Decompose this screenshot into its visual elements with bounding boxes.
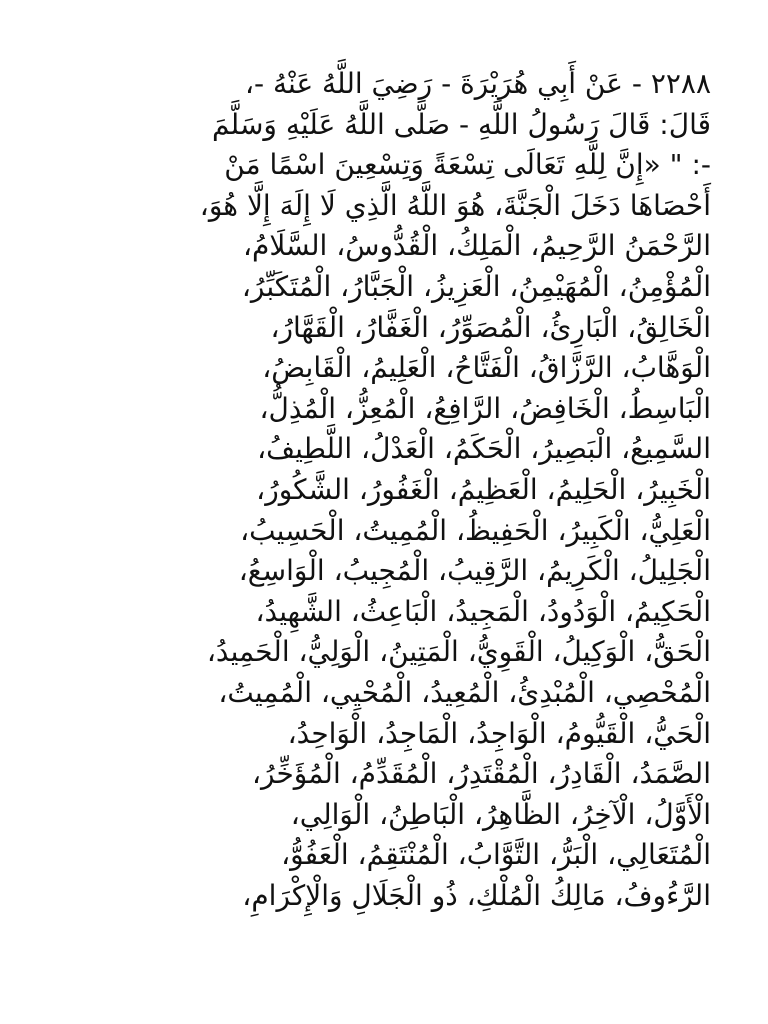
text-line: الْخَالِقُ، الْبَارِئُ، الْمُصَوِّرُ، الْغَفَّارُ، الْقَهَّارُ، bbox=[270, 310, 711, 344]
text-line: أَحْصَاهَا دَخَلَ الْجَنَّةَ، هُوَ اللَّهُ الَّذِي لَا إِلَهَ إِلَّا هُوَ، bbox=[199, 188, 711, 222]
text-line: الْمُتَعَالِي، الْبَرُّ، التَّوَّابُ، الْمُنْتَقِمُ، الْعَفُوُّ، bbox=[281, 838, 711, 872]
text-line: -: " «إِنَّ لِلَّهِ تَعَالَى تِسْعَةً وَتِسْعِينَ اسْمًا مَنْ bbox=[224, 148, 711, 182]
text-line: الْعَلِيُّ، الْكَبِيرُ، الْحَفِيظُ، الْمُمِيتُ، الْحَسِيبُ، bbox=[240, 513, 711, 547]
text-line: قَالَ: قَالَ رَسُولُ اللَّهِ - صَلَّى اللَّهُ عَلَيْهِ وَسَلَّمَ bbox=[212, 107, 711, 141]
text-line: الرَّءُوفُ، مَالِكُ الْمُلْكِ، ذُو الْجَلَالِ وَالْإِكْرَامِ، bbox=[242, 878, 711, 912]
text-line: الْوَهَّابُ، الرَّزَّاقُ، الْفَتَّاحُ، الْعَلِيمُ، الْقَابِضُ، bbox=[262, 351, 711, 385]
text-line: الْحَكِيمُ، الْوَدُودُ، الْمَجِيدُ، الْبَاعِثُ، الشَّهِيدُ، bbox=[255, 594, 711, 628]
text-line: الْأَوَّلُ، الْآخِرُ، الظَّاهِرُ، الْبَاطِنُ، الْوَالِي، bbox=[290, 797, 711, 831]
text-line: الْخَبِيرُ، الْحَلِيمُ، الْعَظِيمُ، الْغَفُورُ، الشَّكُورُ، bbox=[256, 472, 711, 506]
text-line: ٢٢٨٨ - عَنْ أَبِي هُرَيْرَةَ - رَضِيَ اللَّهُ عَنْهُ -، bbox=[244, 67, 711, 100]
text-line: الصَّمَدُ، الْقَادِرُ، الْمُقْتَدِرُ، الْمُقَدِّمُ، الْمُؤَخِّرُ، bbox=[251, 757, 711, 791]
text-line: الْمُحْصِي، الْمُبْدِئُ، الْمُعِيدُ، الْمُحْيِي، الْمُمِيتُ، bbox=[218, 675, 711, 709]
text-line: الْبَاسِطُ، الْخَافِضُ، الرَّافِعُ، الْمُعِزُّ، الْمُذِلُّ، bbox=[259, 391, 711, 425]
text-line: السَّمِيعُ، الْبَصِيرُ، الْحَكَمُ، الْعَدْلُ، اللَّطِيفُ، bbox=[257, 432, 711, 466]
text-line: الْحَيُّ، الْقَيُّومُ، الْوَاجِدُ، الْمَاجِدُ، الْوَاحِدُ، bbox=[287, 716, 711, 750]
text-line: الْحَقُّ، الْوَكِيلُ، الْقَوِيُّ، الْمَتِينُ، الْوَلِيُّ، الْحَمِيدُ، bbox=[206, 635, 711, 669]
text-line: الرَّحْمَنُ الرَّحِيمُ، الْمَلِكُ، الْقُدُّوسُ، السَّلَامُ، bbox=[242, 229, 711, 263]
hadith-text-block bbox=[55, 64, 711, 964]
text-line: الْمُؤْمِنُ، الْمُهَيْمِنُ، الْعَزِيزُ، الْجَبَّارُ، الْمُتَكَبِّرُ، bbox=[241, 269, 711, 303]
text-line: الْجَلِيلُ، الْكَرِيمُ، الرَّقِيبُ، الْمُجِيبُ، الْوَاسِعُ، bbox=[238, 554, 711, 588]
